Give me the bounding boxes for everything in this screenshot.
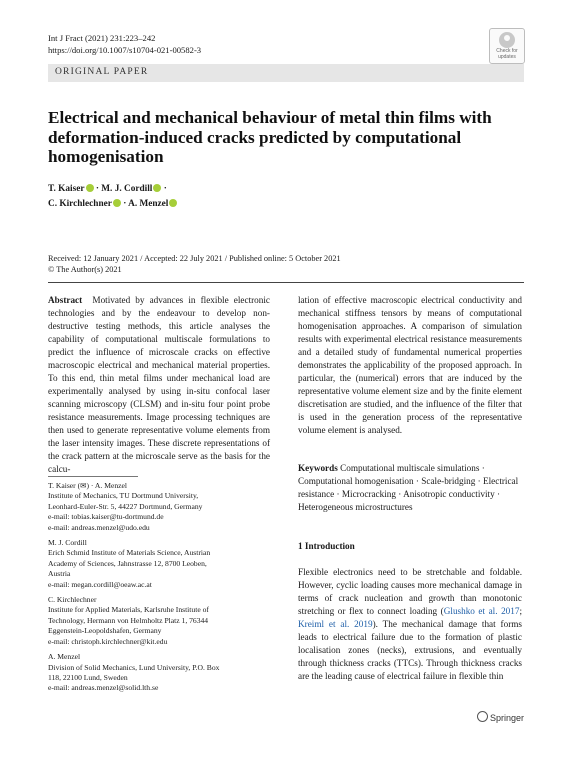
author-name[interactable]: A. Menzel [128, 199, 169, 209]
check-updates-icon [499, 32, 515, 48]
journal-citation: Int J Fract (2021) 231:223–242 [48, 33, 156, 43]
publisher-name: Springer [490, 713, 525, 723]
affiliation-names: A. Menzel [48, 652, 81, 662]
doi-link[interactable]: https://doi.org/10.1007/s10704-021-00582-3 [48, 44, 202, 55]
keywords-text: Computational multiscale simulations · Computational homogenisation · Scale-bridging · Electrical resistance · Microcracking · Anisotropic conductivity · Heterogeneous microstructures [298, 463, 519, 512]
affiliation-line: Institute of Mechanics, TU Dortmund University, [48, 491, 199, 501]
copyright: © The Author(s) 2021 [48, 265, 122, 274]
paper-title: Electrical and mechanical behaviour of metal thin films with deformation-induced cracks predicted by computational homogenisation [48, 108, 492, 166]
journal-header [48, 33, 201, 56]
affiliation-line: Erich Schmid Institute of Materials Science, Austrian [48, 548, 211, 558]
author-name[interactable]: M. J. Cordill [101, 184, 153, 194]
section-label: ORIGINAL PAPER [55, 67, 149, 77]
affiliation-block [48, 595, 272, 647]
date-history: Received: 12 January 2021 / Accepted: 22 July 2021 / Published online: 5 October 2021 [48, 254, 341, 263]
affiliation-line: Technology, Hermann von Helmholtz Platz 1, 76344 [48, 615, 209, 625]
orcid-icon[interactable] [113, 199, 121, 207]
publisher-logo [477, 711, 524, 723]
affiliation-line: Austria [48, 569, 71, 579]
intro-text-segment: ). The mechanical damage that forms leads to electrical failure due to the formation of plastic localisation zones (necks), extrusions, and eventually through thickness cracks (TTCs). Through thickness cracks are the leading cause of electrical failure in flexible thin [298, 619, 522, 681]
author-separator: · [123, 199, 127, 209]
abstract-text: Motivated by advances in flexible electronic technologies and by the endeavour to develop non-destructive testing methods, this article analyses the capability of computational multiscale formulations to predict the influence of microscale cracks on effective macroscopic electrical and mechanical material properties. To this end, thin metal films under mechanical load are experimentally analysed by using in-situ confocal laser scanning microscopy (CLSM) and in-situ four point probe resistance measurements. Image processing techniques are then used to generate representative volume elements from the laser intensity images. These discrete representations of the crack pattern at the microscale serve as the basis for the calcu- [48, 295, 270, 474]
introduction-text [298, 566, 522, 683]
affiliations [48, 481, 272, 699]
author-name[interactable]: T. Kaiser [48, 184, 85, 194]
abstract-heading: Abstract [48, 295, 83, 305]
affiliation-line: Leonhard-Euler-Str. 5, 44227 Dortmund, Germany [48, 501, 203, 511]
keywords [298, 462, 522, 514]
orcid-icon[interactable] [153, 184, 161, 192]
affiliation-line: Academy of Sciences, Jahnstrasse 12, 8700 Leoben, [48, 558, 207, 568]
divider-rule [48, 282, 524, 283]
affiliation-block [48, 652, 272, 694]
orcid-icon[interactable] [169, 199, 177, 207]
citation-link[interactable]: Kreiml et al. 2019 [298, 619, 373, 629]
publication-dates [48, 253, 341, 275]
affiliation-email[interactable]: e-mail: megan.cordill@oeaw.ac.at [48, 579, 152, 589]
keywords-heading: Keywords [298, 463, 338, 473]
affiliation-line: Institute for Applied Materials, Karlsruhe Institute of [48, 605, 209, 615]
abstract-column-1 [48, 294, 270, 476]
affiliation-block [48, 538, 272, 590]
author-separator: · [163, 184, 167, 194]
affiliation-email[interactable]: e-mail: tobias.kaiser@tu-dortmund.de [48, 512, 164, 522]
check-updates-line2: updates [498, 53, 516, 60]
affiliation-names: C. Kirchlechner [48, 595, 97, 605]
springer-horse-icon [477, 711, 488, 722]
affiliation-names: T. Kaiser (✉) · A. Menzel [48, 481, 127, 490]
affiliation-email[interactable]: e-mail: andreas.menzel@solid.lth.se [48, 683, 159, 693]
intro-text-segment: ; [519, 606, 523, 616]
affiliation-email[interactable]: e-mail: andreas.menzel@udo.edu [48, 522, 150, 532]
affiliation-email[interactable]: e-mail: christoph.kirchlechner@kit.edu [48, 636, 168, 646]
affiliation-line: 118, 22100 Lund, Sweden [48, 672, 128, 682]
orcid-icon[interactable] [86, 184, 94, 192]
intro-text-segment: Flexible electronics need to be stretchable and foldable. However, cyclic loading causes more mechanical damage in terms of crack nucleation and growth than monotonic stretching or flex to connect loading ( [298, 567, 522, 616]
affiliation-line: Eggenstein-Leopoldshafen, Germany [48, 626, 162, 636]
check-updates-line1: Check for [496, 48, 518, 54]
author-separator: · [95, 184, 99, 194]
author-list [48, 182, 177, 212]
citation-link[interactable]: Glushko et al. 2017 [443, 606, 520, 616]
introduction-heading: 1 Introduction [298, 541, 355, 551]
footnote-rule [48, 476, 138, 477]
abstract-column-2: lation of effective macroscopic electrical conductivity and mechanical stiffness tensors by means of computational homogenisation approaches. A comparison of simulation results with experimental electrical resistance measurements and a detailed study of fundamental numerical properties demonstrates the applicability of the proposed approach. In particular, the (numerical) errors that are induced by the representative volume element size and by the finite element discretisation are studied, and the influence of the filter that is used in the generation process of the representative volume element is analysed. [298, 295, 522, 435]
affiliation-line: Division of Solid Mechanics, Lund University, P.O. Box [48, 662, 220, 672]
affiliation-block [48, 481, 272, 533]
affiliation-names: M. J. Cordill [48, 538, 87, 548]
author-name[interactable]: C. Kirchlechner [48, 199, 112, 209]
check-for-updates-badge[interactable] [489, 28, 525, 64]
